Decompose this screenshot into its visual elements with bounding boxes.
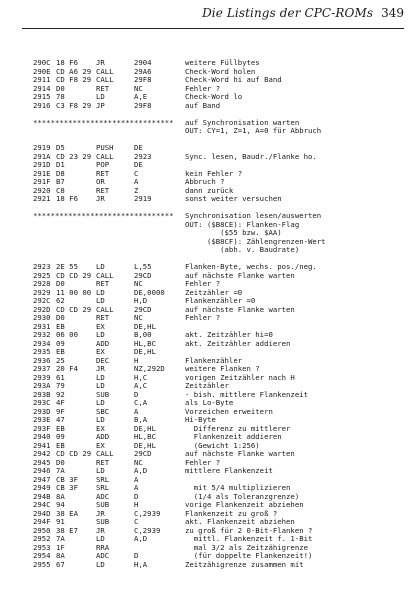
address: 2929 xyxy=(33,287,51,297)
comment: Sync. lesen, Baudr./Flanke ho. xyxy=(185,151,317,161)
comment: als Lo-Byte xyxy=(185,398,234,407)
mnemonic: LD xyxy=(96,330,105,339)
mnemonic: SUB xyxy=(96,517,110,526)
mnemonic: RET xyxy=(96,185,110,195)
operand: A,D xyxy=(134,534,148,543)
comment: Differenz zu mittlerer xyxy=(185,423,291,433)
address: 2923 xyxy=(33,262,51,271)
opcode-bytes: EB xyxy=(56,440,65,450)
comment: (für doppelte Flankenzeit!) xyxy=(185,551,313,560)
opcode-bytes: 20 F4 xyxy=(56,364,78,373)
mnemonic: OR xyxy=(96,177,105,186)
operand: H,D xyxy=(134,296,148,305)
operand: NC xyxy=(134,83,143,93)
comment: mit 5/4 multiplizieren xyxy=(185,483,291,492)
note-text: ($B8CF): Zählengrenzen-Wert xyxy=(185,236,326,246)
operand: D xyxy=(134,491,139,501)
comment: vorigen Zeitzähler nach H xyxy=(185,372,295,382)
comment: zu groß für 2 0-Bit-Flanken ? xyxy=(185,525,313,535)
comment: Flankenzähler xyxy=(185,355,243,365)
mnemonic: JR xyxy=(96,525,105,535)
operand: Z xyxy=(134,185,139,195)
comment: Vorzeichen erweitern xyxy=(185,406,273,416)
address: 294F xyxy=(33,517,51,526)
address: 291F xyxy=(33,177,51,186)
listing-row xyxy=(33,102,408,111)
comment: Fehler ? xyxy=(185,313,221,322)
mnemonic: JP xyxy=(96,100,105,110)
comment: auf Band xyxy=(185,100,221,110)
address: 2919 xyxy=(33,143,51,152)
note-text: OUT: ($B8CE): Flanken-Flag xyxy=(185,219,300,229)
mnemonic: DEC xyxy=(96,355,110,365)
opcode-bytes: CD A6 29 xyxy=(56,66,92,76)
address: 291E xyxy=(33,168,51,178)
comment: auf nächste Flanke warten xyxy=(185,449,295,458)
opcode-bytes: CD CD 29 xyxy=(56,304,92,314)
comment: auf nächste Flanke warten xyxy=(185,270,295,280)
operand: DE xyxy=(134,143,143,152)
comment: Zeitzähler =0 xyxy=(185,287,243,297)
mnemonic: LD xyxy=(96,296,105,305)
address: 2928 xyxy=(33,279,51,288)
operand: DE,0000 xyxy=(134,287,165,297)
operand: A xyxy=(134,483,139,492)
address: 2911 xyxy=(33,75,51,84)
address: 294D xyxy=(33,508,51,518)
operand: B,00 xyxy=(134,330,152,339)
mnemonic: CALL xyxy=(96,66,114,76)
comment: Flankenzähler =0 xyxy=(185,296,256,305)
address: 2934 xyxy=(33,338,51,348)
operand: C,2939 xyxy=(134,525,161,535)
listing-row xyxy=(33,561,408,570)
operand: D xyxy=(134,389,139,399)
address: 294B xyxy=(33,491,51,501)
operand: A,E xyxy=(134,92,148,101)
opcode-bytes: D8 xyxy=(56,168,65,178)
comment: Abbruch ? xyxy=(185,177,225,186)
opcode-bytes: CD F8 29 xyxy=(56,75,92,84)
opcode-bytes: 62 xyxy=(56,296,65,305)
operand: 2904 xyxy=(134,58,152,67)
blank-line xyxy=(33,136,408,145)
address: 294C xyxy=(33,500,51,509)
address: 293B xyxy=(33,389,51,399)
opcode-bytes: 78 xyxy=(56,92,65,101)
opcode-bytes: 79 xyxy=(56,381,65,390)
comment: Zeitzähigrenze zusammen mit xyxy=(185,559,304,569)
mnemonic: CALL xyxy=(96,304,114,314)
opcode-bytes: C8 xyxy=(56,185,65,195)
operand: H,C xyxy=(134,372,148,382)
opcode-bytes: 91 xyxy=(56,517,65,526)
mnemonic: LD xyxy=(96,372,105,382)
operand: B,A xyxy=(134,415,148,424)
mnemonic: LD xyxy=(96,381,105,390)
opcode-bytes: 18 F6 xyxy=(56,194,78,203)
opcode-bytes: EB xyxy=(56,347,65,356)
address: 291A xyxy=(33,151,51,161)
operand: DE,HL xyxy=(134,423,156,433)
operand: NZ,292D xyxy=(134,364,165,373)
mnemonic: JR xyxy=(96,58,105,67)
section-note xyxy=(33,246,408,255)
opcode-bytes: 7A xyxy=(56,466,65,475)
opcode-bytes: CD CD 29 xyxy=(56,270,92,280)
section-note xyxy=(33,127,408,136)
listing-row xyxy=(33,314,408,323)
comment: Fehler ? xyxy=(185,279,221,288)
operand: DE,HL xyxy=(134,347,156,356)
operand: NC xyxy=(134,313,143,322)
page-header xyxy=(0,6,404,28)
listing-row xyxy=(33,76,408,85)
address: 293A xyxy=(33,381,51,390)
address: 2916 xyxy=(33,100,51,110)
opcode-bytes: CD CD 29 xyxy=(56,449,92,458)
opcode-bytes: CB 3F xyxy=(56,474,78,484)
listing-row xyxy=(33,340,408,349)
comment: Fehler ? xyxy=(185,457,221,467)
mnemonic: ADD xyxy=(96,338,110,348)
mnemonic: ADD xyxy=(96,432,110,441)
mnemonic: LD xyxy=(96,398,105,407)
comment: auf nächste Flanke warten xyxy=(185,304,295,314)
header-title: Die Listings der CPC-ROMs xyxy=(202,6,374,20)
mnemonic: RET xyxy=(96,457,110,467)
opcode-bytes: D1 xyxy=(56,160,65,169)
mnemonic: CALL xyxy=(96,151,114,161)
mnemonic: LD xyxy=(96,466,105,475)
mnemonic: JR xyxy=(96,508,105,518)
mnemonic: EX xyxy=(96,440,105,450)
note-text: OUT: CY=1, Z=1, A=0 für Abbruch xyxy=(185,126,322,135)
operand: 29F8 xyxy=(134,75,152,84)
comment: - bish. mittlere Flankenzeit xyxy=(185,389,309,399)
mnemonic: ADC xyxy=(96,491,110,501)
opcode-bytes: 7A xyxy=(56,534,65,543)
listing-row xyxy=(33,272,408,281)
address: 2952 xyxy=(33,534,51,543)
mnemonic: JR xyxy=(96,364,105,373)
page-number: 349 xyxy=(381,6,404,20)
address: 2914 xyxy=(33,83,51,93)
operand: NC xyxy=(134,279,143,288)
address: 2932 xyxy=(33,330,51,339)
opcode-bytes: 18 F6 xyxy=(56,58,78,67)
operand: HL,BC xyxy=(134,432,156,441)
comment: weitere Füllbytes xyxy=(185,58,260,67)
comment: vorige Flankenzeit abziehen xyxy=(185,500,304,509)
mnemonic: RRA xyxy=(96,542,110,552)
mnemonic: LD xyxy=(96,92,105,101)
listing-row xyxy=(33,467,408,476)
opcode-bytes: 25 xyxy=(56,355,65,365)
opcode-bytes: EB xyxy=(56,423,65,433)
address: 2915 xyxy=(33,92,51,101)
opcode-bytes: CB 3F xyxy=(56,483,78,492)
mnemonic: RET xyxy=(96,313,110,322)
address: 293E xyxy=(33,415,51,424)
opcode-bytes: 47 xyxy=(56,415,65,424)
comment: (Gewicht 1:256) xyxy=(185,440,260,450)
comment: Flanken-Byte, wechs. pos./neg. xyxy=(185,262,317,271)
mnemonic: EX xyxy=(96,321,105,331)
mnemonic: RET xyxy=(96,168,110,178)
comment: dann zurück xyxy=(185,185,234,195)
opcode-bytes: 1F xyxy=(56,542,65,552)
address: 2950 xyxy=(33,525,51,535)
address: 2946 xyxy=(33,466,51,475)
address: 2936 xyxy=(33,355,51,365)
opcode-bytes: D5 xyxy=(56,143,65,152)
mnemonic: ADC xyxy=(96,551,110,560)
address: 2940 xyxy=(33,432,51,441)
opcode-bytes: 38 EA xyxy=(56,508,78,518)
address: 2937 xyxy=(33,364,51,373)
operand: 2923 xyxy=(134,151,152,161)
opcode-bytes: 8A xyxy=(56,491,65,501)
opcode-bytes: 11 00 00 xyxy=(56,287,92,297)
separator-stars: ******************************** xyxy=(33,117,174,127)
mnemonic: EX xyxy=(96,423,105,433)
address: 2942 xyxy=(33,449,51,458)
section-title: auf Synchronisation warten xyxy=(185,117,300,127)
opcode-bytes: CD 23 29 xyxy=(56,151,92,161)
mnemonic: LD xyxy=(96,262,105,271)
mnemonic: LD xyxy=(96,534,105,543)
address: 2954 xyxy=(33,551,51,560)
address: 2941 xyxy=(33,440,51,450)
opcode-bytes: 06 00 xyxy=(56,330,78,339)
operand: DE xyxy=(134,160,143,169)
operand: A,D xyxy=(134,466,148,475)
mnemonic: PUSH xyxy=(96,143,114,152)
listing-row xyxy=(33,306,408,315)
operand: H xyxy=(134,355,139,365)
mnemonic: RET xyxy=(96,83,110,93)
operand: A,C xyxy=(134,381,148,390)
mnemonic: JR xyxy=(96,194,105,203)
operand: 2919 xyxy=(134,194,152,203)
comment: Flankenzeit addieren xyxy=(185,432,282,441)
listing-row xyxy=(33,153,408,162)
listing-row xyxy=(33,450,408,459)
operand: L,55 xyxy=(134,262,152,271)
comment: mittlere Flankenzeit xyxy=(185,466,273,475)
address: 2931 xyxy=(33,321,51,331)
opcode-bytes: 09 xyxy=(56,432,65,441)
comment: sonst weiter versuchen xyxy=(185,194,282,203)
address: 2935 xyxy=(33,347,51,356)
note-text: ($55 bzw. $AA) xyxy=(185,228,282,237)
opcode-bytes: D0 xyxy=(56,457,65,467)
mnemonic: EX xyxy=(96,347,105,356)
address: 2925 xyxy=(33,270,51,280)
listing-row xyxy=(33,408,408,417)
address: 2930 xyxy=(33,313,51,322)
address: 2947 xyxy=(33,474,51,484)
operand: 29CD xyxy=(134,304,152,314)
operand: 29F8 xyxy=(134,100,152,110)
opcode-bytes: B7 xyxy=(56,177,65,186)
comment: Check-Word lo xyxy=(185,92,243,101)
mnemonic: SRL xyxy=(96,474,110,484)
operand: DE,HL xyxy=(134,440,156,450)
comment: Fehler ? xyxy=(185,83,221,93)
mnemonic: SBC xyxy=(96,406,110,416)
comment: Flankenzeit zu groß ? xyxy=(185,508,278,518)
mnemonic: LD xyxy=(96,287,105,297)
opcode-bytes: 8A xyxy=(56,551,65,560)
mnemonic: SUB xyxy=(96,500,110,509)
opcode-bytes: 61 xyxy=(56,372,65,382)
operand: DE,HL xyxy=(134,321,156,331)
comment: akt. Zeitzähler hi=0 xyxy=(185,330,273,339)
address: 293C xyxy=(33,398,51,407)
operand: C xyxy=(134,517,139,526)
address: 2955 xyxy=(33,559,51,569)
opcode-bytes: EB xyxy=(56,321,65,331)
operand: C,2939 xyxy=(134,508,161,518)
mnemonic: LD xyxy=(96,415,105,424)
comment: Zeitzähler xyxy=(185,381,229,390)
opcode-bytes: 92 xyxy=(56,389,65,399)
opcode-bytes: 2E 55 xyxy=(56,262,78,271)
mnemonic: LD xyxy=(96,559,105,569)
header-rule xyxy=(22,28,404,29)
address: 2949 xyxy=(33,483,51,492)
separator-stars: ******************************** xyxy=(33,211,174,220)
opcode-bytes: C3 F8 29 xyxy=(56,100,92,110)
mnemonic: CALL xyxy=(96,270,114,280)
note-text: (abh. v. Baudrate) xyxy=(185,245,300,254)
comment: weitere Flanken ? xyxy=(185,364,260,373)
opcode-bytes: D0 xyxy=(56,83,65,93)
address: 293F xyxy=(33,423,51,433)
address: 290C xyxy=(33,58,51,67)
opcode-bytes: D0 xyxy=(56,313,65,322)
address: 2921 xyxy=(33,194,51,203)
listing-row xyxy=(33,195,408,204)
operand: A xyxy=(134,474,139,484)
comment: kein Fehler ? xyxy=(185,168,243,178)
opcode-bytes: 9F xyxy=(56,406,65,416)
operand: D xyxy=(134,551,139,560)
address: 291D xyxy=(33,160,51,169)
comment: akt. Zeitzähler addieren xyxy=(185,338,291,348)
comment: akt. Flankenzeit abziehen xyxy=(185,517,295,526)
operand: A xyxy=(134,177,139,186)
comment: Hi-Byte xyxy=(185,415,216,424)
comment: (1/4 als Toleranzgrenze) xyxy=(185,491,300,501)
mnemonic: RET xyxy=(96,279,110,288)
operand: H xyxy=(134,500,139,509)
operand: C,A xyxy=(134,398,148,407)
operand: HL,BC xyxy=(134,338,156,348)
address: 292C xyxy=(33,296,51,305)
address: 2939 xyxy=(33,372,51,382)
operand: H,A xyxy=(134,559,148,569)
opcode-bytes: 4F xyxy=(56,398,65,407)
comment: mal 3/2 als Zeitzähigrenze xyxy=(185,542,309,552)
operand: C xyxy=(134,168,139,178)
mnemonic: SRL xyxy=(96,483,110,492)
comment: Check-Word holen xyxy=(185,66,256,76)
operand: 29A6 xyxy=(134,66,152,76)
assembly-listing xyxy=(33,59,408,569)
operand: 29CD xyxy=(134,449,152,458)
mnemonic: SUB xyxy=(96,389,110,399)
section-title: Synchronisation lesen/auswerten xyxy=(185,211,322,220)
opcode-bytes: 09 xyxy=(56,338,65,348)
mnemonic: POP xyxy=(96,160,110,169)
operand: A xyxy=(134,406,139,416)
address: 292D xyxy=(33,304,51,314)
address: 2953 xyxy=(33,542,51,552)
address: 2920 xyxy=(33,185,51,195)
opcode-bytes: 38 E7 xyxy=(56,525,78,535)
operand: 29CD xyxy=(134,270,152,280)
address: 2945 xyxy=(33,457,51,467)
mnemonic: CALL xyxy=(96,449,114,458)
mnemonic: CALL xyxy=(96,75,114,84)
opcode-bytes: 67 xyxy=(56,559,65,569)
address: 290E xyxy=(33,66,51,76)
opcode-bytes: D0 xyxy=(56,279,65,288)
operand: NC xyxy=(134,457,143,467)
opcode-bytes: 94 xyxy=(56,500,65,509)
address: 293D xyxy=(33,406,51,416)
comment: Check-Word hi auf Band xyxy=(185,75,282,84)
comment: mittl. Flankenzeit f. 1-Bit xyxy=(185,534,313,543)
